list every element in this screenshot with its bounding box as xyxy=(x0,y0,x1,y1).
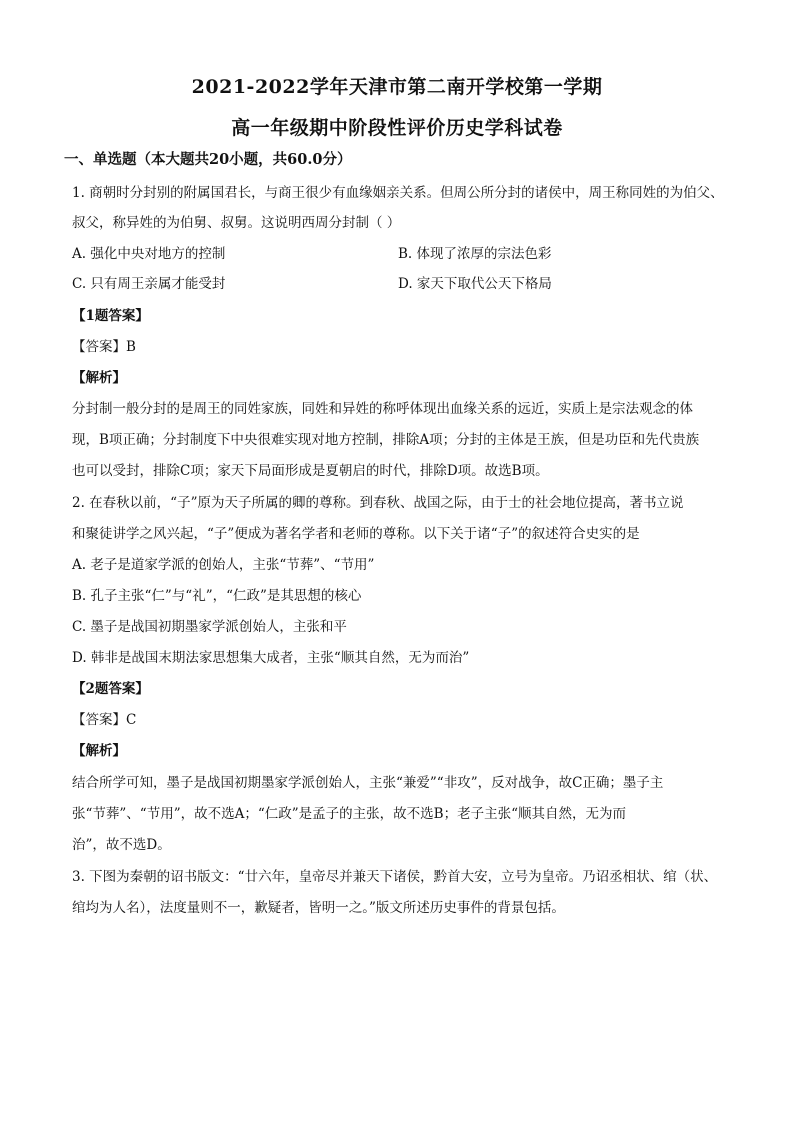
q2-stem-line2: 和聚徒讲学之风兴起，“子”便成为著名学者和老师的尊称。以下关于诸“子”的叙述符合史实的是 xyxy=(72,526,640,542)
q2-answer: 【答案】C xyxy=(72,712,137,728)
q2-stem-line1: 2. 在春秋以前，“子”原为天子所属的卿的尊称。到春秋、战国之际，由于士的社会地位提高，著书立说 xyxy=(72,495,684,511)
q2-option-c: C. 墨子是战国初期墨家学派创始人，主张和平 xyxy=(72,619,347,635)
q2-analysis-line3: 治”，故不选D。 xyxy=(72,837,171,853)
q2-analysis-tag: 【解析】 xyxy=(72,743,126,759)
q2-answer-tag: 【2题答案】 xyxy=(72,681,149,697)
q1-option-c: C. 只有周王亲属才能受封 xyxy=(72,276,226,292)
q1-answer: 【答案】B xyxy=(72,339,136,355)
q3-stem-line2: 绾均为人名），法度量则不一，歉疑者，皆明一之。”版文所述历史事件的背景包括。 xyxy=(72,900,565,916)
q1-option-d: D. 家天下取代公天下格局 xyxy=(398,276,552,292)
exam-title-line2: 高一年级期中阶段性评价历史学科试卷 xyxy=(231,117,563,139)
q1-analysis-line3: 也可以受封，排除C项；家天下局面形成是夏朝启的时代，排除D项。故选B项。 xyxy=(72,463,549,479)
q2-analysis-line2: 张“节葬”、“节用”，故不选A；“仁政”是孟子的主张，故不选B；老子主张“顺其自然，无为而 xyxy=(72,806,626,822)
q1-analysis-line2: 现，B项正确；分封制度下中央很难实现对地方控制，排除A项；分封的主体是王族，但是功臣和先代贵族 xyxy=(72,432,700,448)
section-heading: 一、单选题（本大题共20小题，共60.0分） xyxy=(64,151,352,168)
q2-option-a: A. 老子是道家学派的创始人，主张“节葬”、“节用” xyxy=(72,557,375,573)
q1-answer-tag: 【1题答案】 xyxy=(72,308,149,324)
q2-option-b: B. 孔子主张“仁”与“礼”，“仁政”是其思想的核心 xyxy=(72,588,362,604)
q1-stem-line1: 1. 商朝时分封别的附属国君长，与商王很少有血缘姻亲关系。但周公所分封的诸侯中，周王称同姓的为伯父、 xyxy=(72,185,724,201)
q1-option-b: B. 体现了浓厚的宗法色彩 xyxy=(398,246,552,262)
q1-analysis-line1: 分封制一般分封的是周王的同姓家族，同姓和异姓的称呼体现出血缘关系的远近，实质上是宗法观念的体 xyxy=(72,401,693,417)
q1-option-a: A. 强化中央对地方的控制 xyxy=(72,246,226,262)
exam-title-line1: 2021-2022学年天津市第二南开学校第一学期 xyxy=(191,76,603,98)
q1-stem-line2: 叔父，称异姓的为伯舅、叔舅。这说明西周分封制（ ） xyxy=(72,215,401,231)
q3-stem-line1: 3. 下图为秦朝的诏书版文：“廿六年，皇帝尽并兼天下诸侯，黔首大安，立号为皇帝。乃诏丞相状、绾（状、 xyxy=(72,869,718,885)
q2-analysis-line1: 结合所学可知，墨子是战国初期墨家学派创始人，主张“兼爱”“非攻”，反对战争，故C正确；墨子主 xyxy=(72,775,664,791)
q2-option-d: D. 韩非是战国末期法家思想集大成者，主张“顺其自然，无为而治” xyxy=(72,650,470,666)
q1-analysis-tag: 【解析】 xyxy=(72,370,126,386)
